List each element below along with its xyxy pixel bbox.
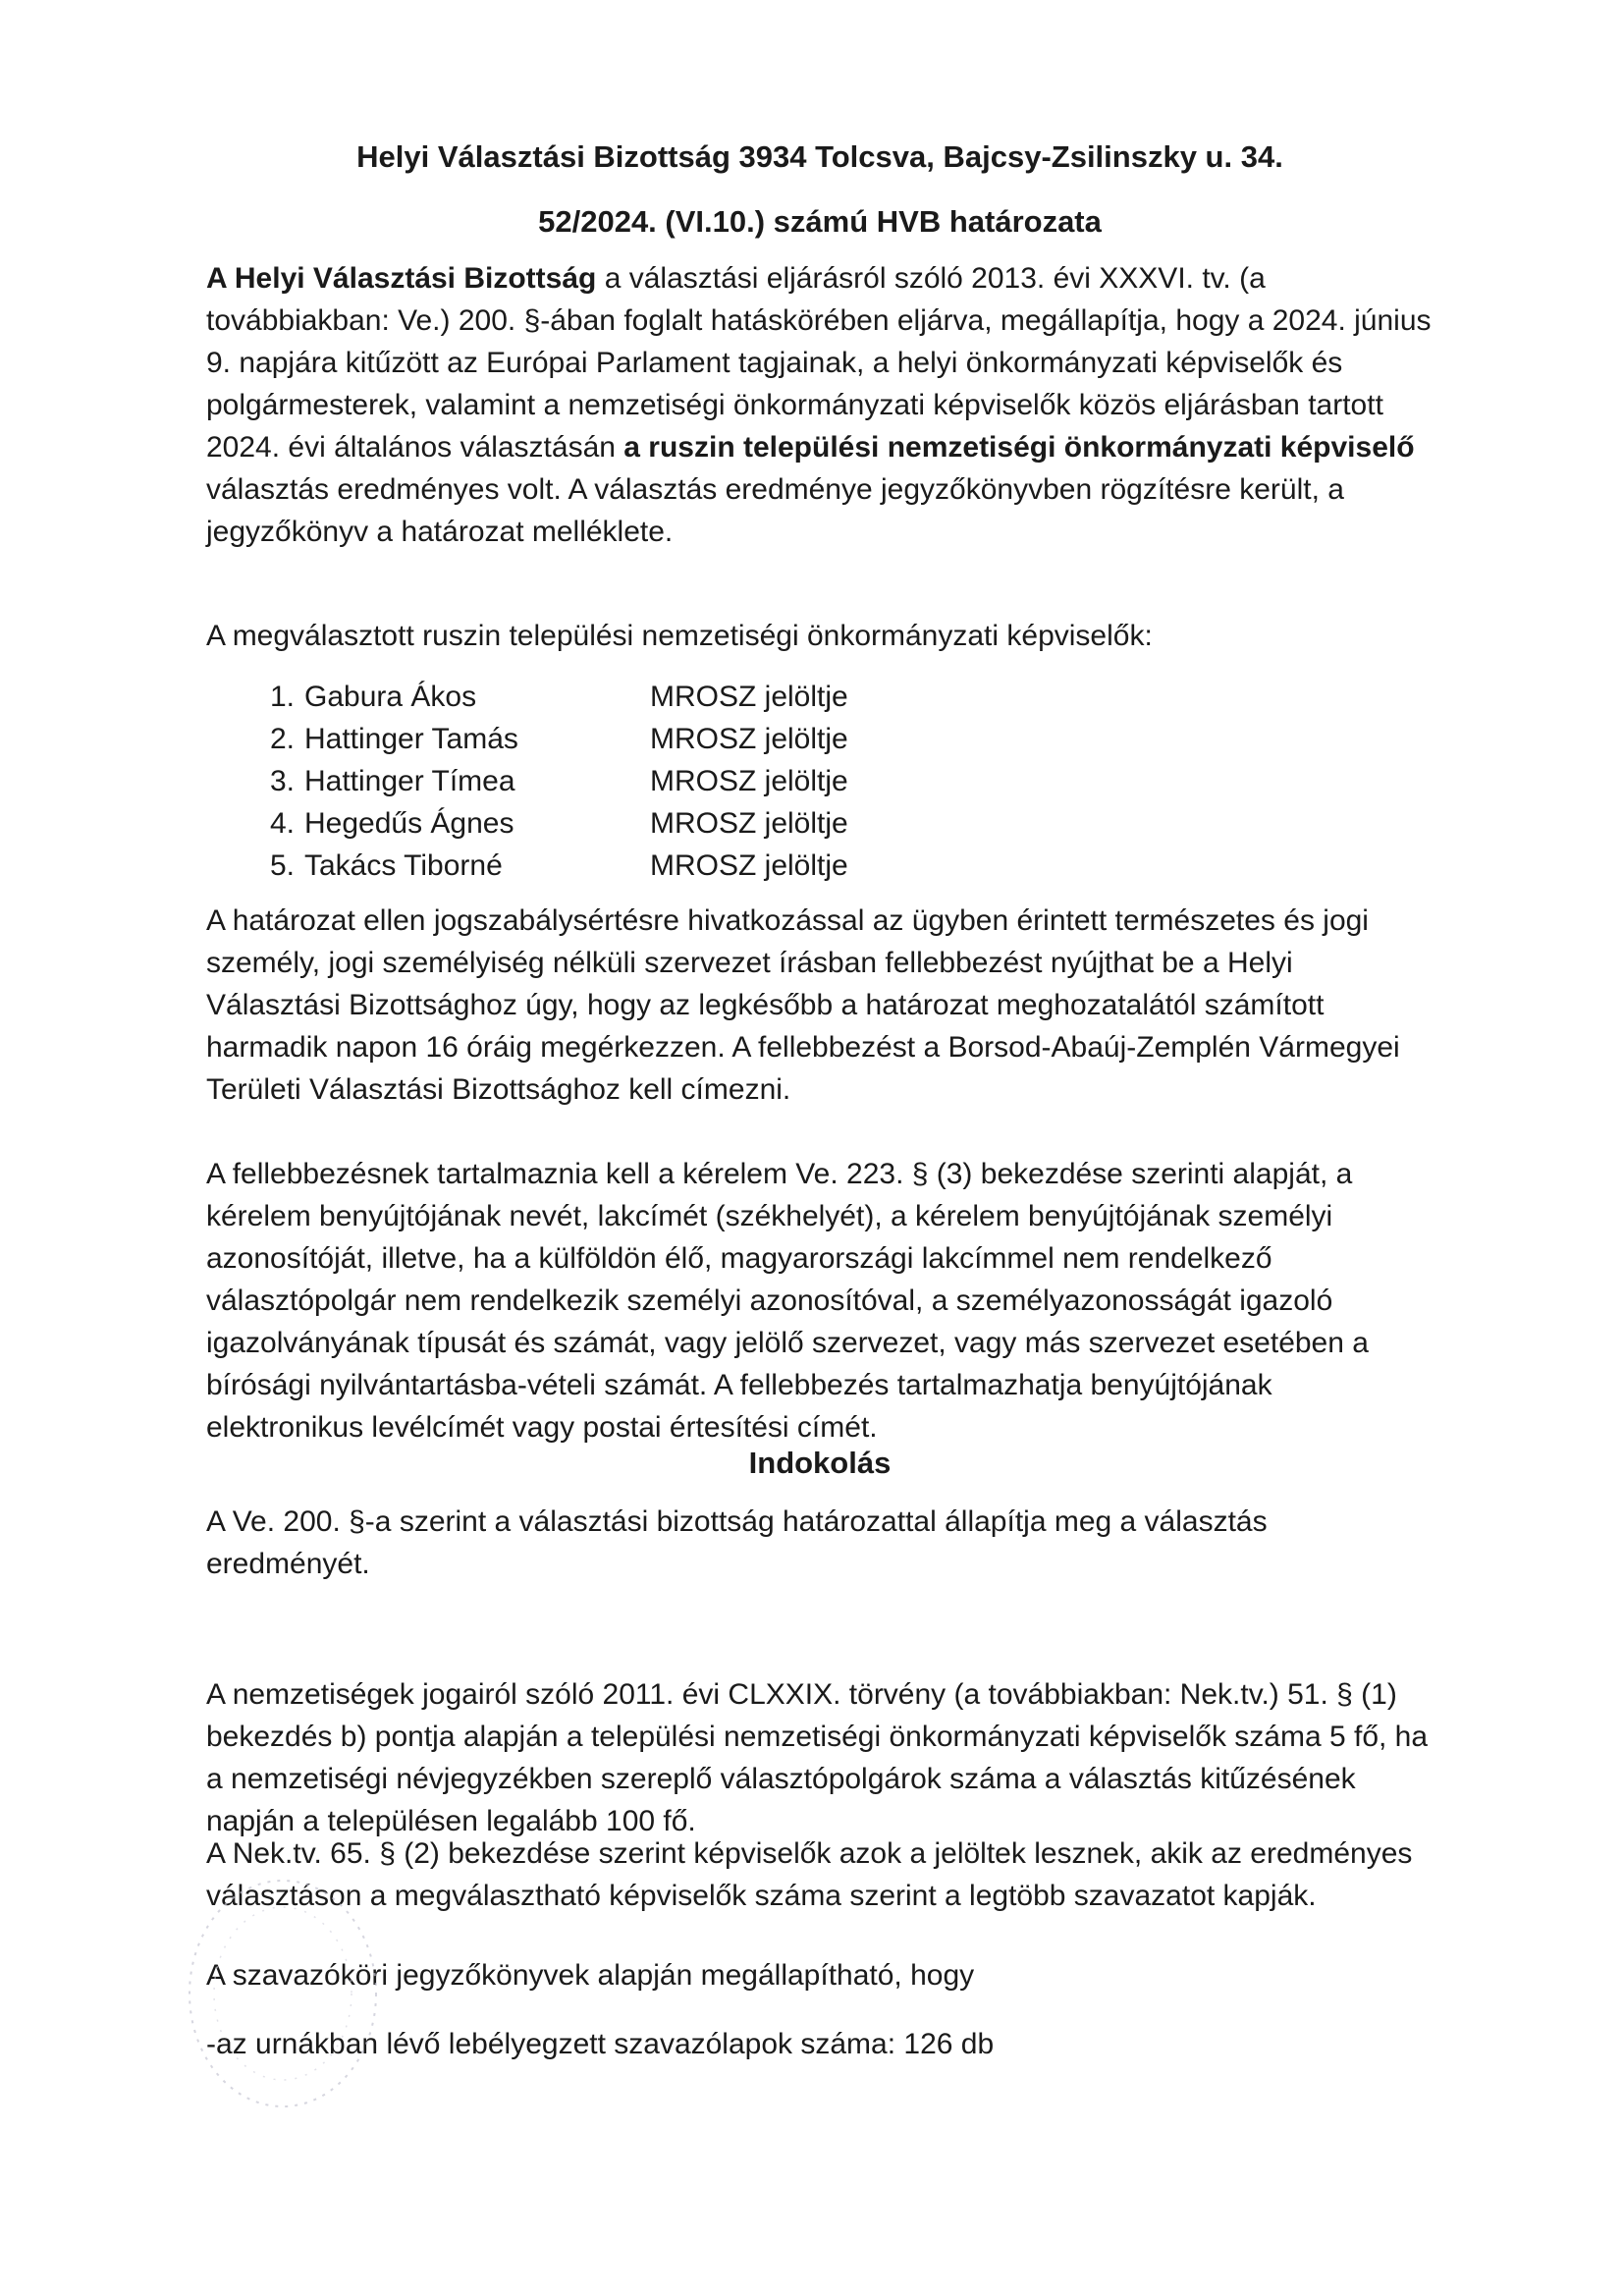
- candidate-party: MROSZ jelöltje: [650, 765, 848, 797]
- list-item: [206, 760, 1090, 802]
- list-number: 4.: [269, 807, 295, 840]
- candidate-party: MROSZ jelöltje: [650, 849, 848, 882]
- reasoning-paragraph: A szavazóköri jegyzőkönyvek alapján megállapítható, hogy: [206, 1959, 975, 1992]
- faint-stamp-mark: [165, 1846, 391, 2111]
- candidate-name: Gabura Ákos: [304, 681, 477, 713]
- intro-text-2: választás eredményes volt. A választás eredménye jegyzőkönyvben rögzítésre került, a jegyzőkönyv a határozat melléklete.: [206, 473, 1344, 548]
- candidate-party: MROSZ jelöltje: [650, 681, 848, 713]
- candidate-party: MROSZ jelöltje: [650, 807, 848, 840]
- intro-text-1: a választási eljárásról szóló 2013. évi XXXVI. tv. (a továbbiakban: Ve.) 200. §-ában foglalt hatáskörében eljárva, megállapítja, hogy a 2024. június 9. napjára kitűzött az Európai Parlament tagjainak, a helyi önkormányzati képviselők és polgármesterek, valamint a nemzetiségi önkormányzati képviselők közös eljárásban tartott 2024. évi általános választásán: [206, 262, 1432, 464]
- elected-list: [206, 676, 1090, 887]
- intro-bold-start: A Helyi Választási Bizottság: [206, 262, 597, 295]
- list-number: 3.: [269, 765, 295, 797]
- list-item: [206, 802, 1090, 845]
- reasoning-title: Indokolás: [748, 1446, 892, 1480]
- candidate-name: Takács Tiborné: [304, 849, 503, 882]
- intro-paragraph: [206, 257, 1434, 553]
- list-number: 1.: [269, 681, 295, 713]
- reasoning-paragraph: A Ve. 200. §-a szerint a választási bizottság határozattal állapítja meg a választás eredményét.: [206, 1505, 1268, 1580]
- appeal-paragraph: A határozat ellen jogszabálysértésre hivatkozással az ügyben érintett természetes és jogi személy, jogi személyiség nélküli szervezet írásban fellebbezést nyújthat be a Helyi Választási Bizottsághoz úgy, hogy az legkésőbb a határozat meghozatalától számított harmadik napon 16 óráig megérkezzen. A fellebbezést a Borsod-Abaúj-Zemplén Vármegyei Területi Választási Bizottsághoz kell címezni.: [206, 904, 1400, 1106]
- reasoning-paragraph: A nemzetiségek jogairól szóló 2011. évi CLXXIX. törvény (a továbbiakban: Nek.tv.) 51. § (1) bekezdés b) pontja alapján a települési nemzetiségi önkormányzati képviselők száma 5 fő, ha a nemzetiségi névjegyzékben szereplő választópolgárok száma a választás kitűzésének napján a településen legalább 100 fő.: [206, 1678, 1429, 1837]
- candidate-name: Hattinger Tímea: [304, 765, 515, 797]
- list-item: [206, 718, 1090, 760]
- list-number: 2.: [269, 723, 295, 755]
- reasoning-paragraph: -az urnákban lévő lebélyegzett szavazólapok száma: 126 db: [206, 2028, 995, 2060]
- candidate-name: Hegedűs Ágnes: [304, 807, 514, 840]
- list-item: [206, 845, 1090, 887]
- list-item: [206, 676, 1090, 718]
- list-number: 5.: [269, 849, 295, 882]
- candidate-party: MROSZ jelöltje: [650, 723, 848, 755]
- reasoning-paragraph: A Nek.tv. 65. § (2) bekezdése szerint képviselők azok a jelöltek lesznek, akik az eredményes választáson a megválasztható képviselők száma szerint a legtöbb szavazatot kapják.: [206, 1837, 1413, 1912]
- decision-title: 52/2024. (VI.10.) számú HVB határozata: [538, 204, 1102, 239]
- authority-header: Helyi Választási Bizottság 3934 Tolcsva, Bajcsy-Zsilinszky u. 34.: [356, 139, 1283, 174]
- elected-intro: A megválasztott ruszin települési nemzetiségi önkormányzati képviselők:: [206, 620, 1153, 652]
- candidate-name: Hattinger Tamás: [304, 723, 518, 755]
- intro-bold-mid: a ruszin települési nemzetiségi önkormányzati képviselő: [623, 431, 1415, 464]
- appeal-content-paragraph: A fellebbezésnek tartalmaznia kell a kérelem Ve. 223. § (3) bekezdése szerinti alapját, a kérelem benyújtójának nevét, lakcímét (székhelyét), a kérelem benyújtójának személyi azonosítóját, illetve, ha a külföldön élő, magyarországi lakcímmel nem rendelkező választópolgár nem rendelkezik személyi azonosítóval, a személyazonosságát igazoló igazolványának típusát és számát, vagy jelölő szervezet, vagy más szervezet esetében a bírósági nyilvántartásba-vételi számát. A fellebbezés tartalmazhatja benyújtójának elektronikus levélcímét vagy postai értesítési címét.: [206, 1158, 1369, 1444]
